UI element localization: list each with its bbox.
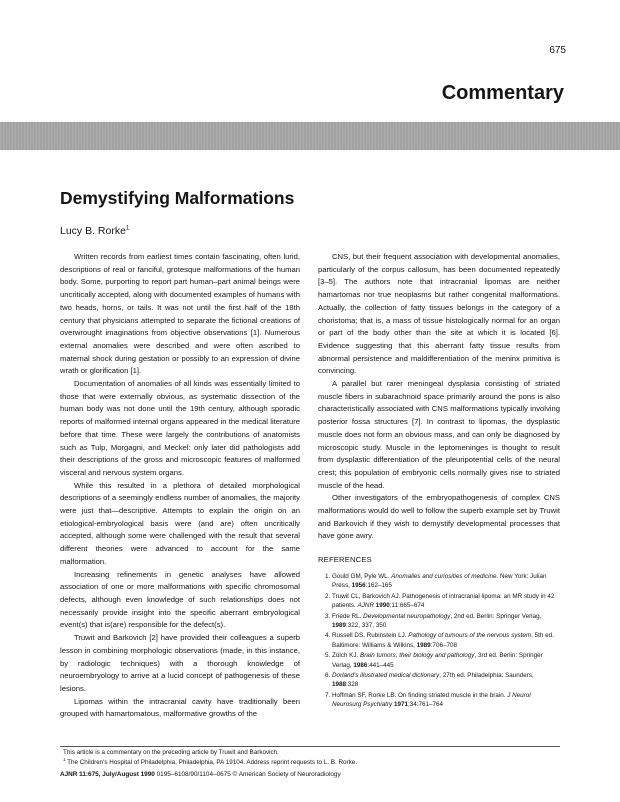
body-paragraph: CNS, but their frequent association with developmental anomalies, particularly of the corpus callosum, has been documented repeatedly [3–5]. The authors note that intracranial lipomas are neither hamartomas nor true neoplasms but rather congenital malformations. Actually, the collection of fatty tissues belongs in the category of a choristoma; that is, a mass of tissue histologically normal for an organ or part of the body other than the site at which it is located [6]. Evidence suggesting that this aberrant fatty tissue results from abnormal persistence and maldifferentiation of the meninx primitiva is convincing. xyxy=(318,252,560,376)
reference-title: AJNR xyxy=(357,602,375,610)
reference-text: Russell DS, Rubinstein LJ. xyxy=(332,632,409,640)
author-name: Lucy B. Rorke xyxy=(60,225,126,237)
reference-year: 1971 xyxy=(393,701,408,709)
reference-item xyxy=(332,691,560,710)
body-paragraph: Lipomas within the intracranial cavity have traditionally been grouped with hamartomatous, malformative growths of the xyxy=(60,696,300,719)
reference-list xyxy=(318,572,560,710)
decorative-band xyxy=(0,122,620,150)
reference-year: 1989 xyxy=(416,641,431,649)
affiliation-text: The Children's Hospital of Philadelphia, Philadelphia, PA 19104. Address reprint requests to L. B. Rorke. xyxy=(67,759,358,767)
author-footnote-marker: 1 xyxy=(125,225,130,232)
reference-text: , 5th ed. Baltimore: Williams & Wilkins, xyxy=(332,632,554,649)
affiliation-footnote xyxy=(63,757,357,766)
commentary-footnote: This article is a commentary on the preceding article by Truwit and Barkovich. xyxy=(63,749,279,756)
reference-item xyxy=(332,572,560,591)
reference-title: Pathology of tumours of the nervous system xyxy=(408,632,532,640)
body-paragraph: While this resulted in a plethora of detailed morphological descriptions of a seemingly endless number of anomalies, the majority were just that—descriptive. Attempts to explain the origin on an etiological-embryological basis were (and are) often uncritically accepted, although some were challenged with the result that several different theories were advanced to account for the same malformation. xyxy=(60,480,300,566)
reference-text: Truwit CL, Barkovich AJ. Pathogenesis of intracranial lipoma: an MR study in 42 patients. xyxy=(332,592,555,610)
body-paragraph: A parallel but rarer meningeal dysplasia consisting of striated muscle fibers in subarachnoid space primarily around the pons is also characteristically associated with CNS malformations typically involving posterior fossa structures [7]. In contrast to lipomas, the dysplastic muscle does not form an obvious mass, and can only be diagnosed by microscopic study. Muscle in the leptomeninges is thought to result from dysplastic differentiation of the pleuripotential cells of the neural crest; this population of embryonic cells normally gives rise to striated muscle of the head. xyxy=(318,379,560,490)
journal-citation xyxy=(60,771,341,778)
reference-title: J Neurol Neurosurg Psychiatry xyxy=(332,691,531,709)
reference-text: :322, 337, 350 xyxy=(346,621,387,629)
reference-text: Zülch KJ. xyxy=(332,652,360,660)
journal-reference: AJNR 11:675, July/August 1990 xyxy=(60,771,155,778)
reference-text: ;34:761–764 xyxy=(407,701,443,709)
reference-year: 1956 xyxy=(351,582,366,590)
body-paragraph: Other investigators of the embryopathogenesis of complex CNS malformations would do well to follow the superb example set by Truwit and Barkovich if they wish to demystify developmental processes that have gone awry. xyxy=(318,493,560,541)
body-paragraph: Truwit and Barkovich [2] have provided their colleagues a superb lesson in combining morphologic observations (made, in this instance, by radiologic techniques) with a thorough knowledge of neuroembryology to arrive at a lucid concept of pathogenesis of these lesions. xyxy=(60,633,300,693)
reference-text: , 3rd ed. Berlin: Springer Verlag, xyxy=(332,652,543,669)
journal-details: 0195–6108/90/1104–0675 © American Society of Neuroradiology xyxy=(156,771,341,778)
reference-text: :706–708 xyxy=(430,641,457,649)
article-title: Demystifying Malformations xyxy=(60,188,295,208)
reference-year: 1988 xyxy=(332,681,347,689)
author-line xyxy=(60,225,129,237)
reference-text: , 27th ed. Philadelphia: Saunders, xyxy=(439,671,534,679)
reference-text: :162–165 xyxy=(365,582,392,590)
reference-year: 1986 xyxy=(353,661,368,669)
body-paragraph: Written records from earliest times contain fascinating, often lurid, descriptions of real or fanciful, grotesque malformations of the human body. Some, purporting to report part human–part animal beings were uncritically accepted, along with documented examples of humans with two heads, horns, or tails. It was not until the first half of the 18th century that physicians attempted to separate the fictional creations of overwrought imaginations from objective observations [1]. Numerous external anomalies were described and were often ascribed to maternal shock during gestation or possibly to an expression of divine wrath or glorification [1]. xyxy=(60,252,300,376)
body-paragraph: Documentation of anomalies of all kinds was essentially limited to those that were externally obvious, as systematic dissection of the human body was not done until the 19th century, although sporadic reports of malformed internal organs appeared in the medical literature before that time. These were largely the contributions of anatomists such as Tulp, Morgagni, and Meckel: only later did pathologists add their descriptions of the gross and microscopic features of malformed visceral and nervous system organs. xyxy=(60,379,300,477)
reference-text: New York: Julian Press, xyxy=(332,572,547,590)
reference-text: Hoffman SF, Rorke LB. On finding striated muscle in the brain. xyxy=(332,691,508,699)
reference-text: Friede RL. xyxy=(332,612,364,620)
footnote-divider xyxy=(60,746,560,747)
reference-text: ;11:665–674 xyxy=(389,602,425,610)
reference-year: 1990 xyxy=(375,602,390,610)
affiliation-marker: 1 xyxy=(63,757,66,762)
section-label: Commentary xyxy=(441,82,564,104)
reference-text: :328 xyxy=(346,681,359,689)
right-column-paragraphs xyxy=(318,251,560,543)
reference-item xyxy=(332,651,560,670)
reference-text: Gould GM, Pyle WL. xyxy=(332,572,392,580)
reference-title: Brain tumors, their biology and pathology xyxy=(360,652,475,660)
left-column xyxy=(60,251,300,721)
reference-year: 1989 xyxy=(332,621,347,629)
right-column xyxy=(318,251,560,711)
reference-item xyxy=(332,612,560,631)
reference-title: Dorland's illustrated medical dictionary xyxy=(332,671,440,679)
reference-text: :441–445 xyxy=(367,661,394,669)
reference-title: Anomalies and curiosities of medicine. xyxy=(391,572,499,580)
reference-item xyxy=(332,592,560,611)
reference-text: , 2nd ed. Berlin: Springer Verlag, xyxy=(450,612,542,620)
reference-item xyxy=(332,671,560,690)
page-number: 675 xyxy=(549,45,566,56)
reference-item xyxy=(332,631,560,650)
reference-title: Developmental neuropathology xyxy=(363,612,451,620)
body-paragraph: Increasing refinements in genetic analyses have allowed association of one or more malformations with specific chromosomal defects, although even knowledge of such relationships does not necessarily provide insight into the specific aberrant embryological event(s) that is(are) responsible for the defect(s). xyxy=(60,569,300,630)
references-heading: REFERENCES xyxy=(318,555,372,565)
